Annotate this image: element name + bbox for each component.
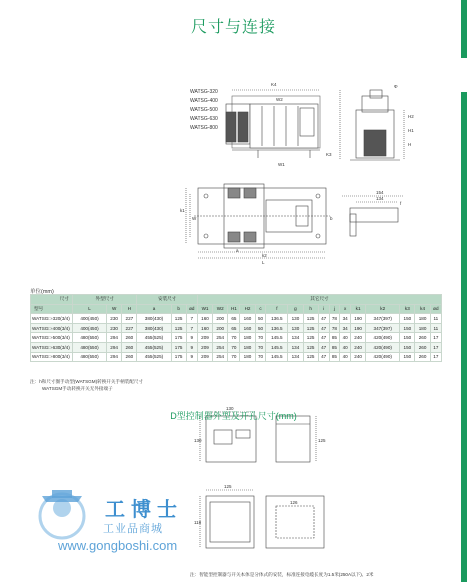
column-header: a: [137, 304, 171, 314]
dim-label: k1: [180, 208, 185, 213]
table-cell: 47: [318, 352, 329, 362]
column-header: L: [73, 304, 107, 314]
table-cell: 420(490): [366, 352, 400, 362]
group-header: 外型尺寸: [73, 295, 137, 305]
table-cell: 455(525): [137, 342, 171, 352]
table-cell: 240: [351, 333, 366, 343]
table-cell: 145.5: [266, 333, 288, 343]
model-cell: WATSG□-500(3/4): [31, 333, 73, 343]
table-cell: 11: [430, 323, 441, 333]
column-header: k3: [400, 304, 415, 314]
switch-side-view: [340, 90, 404, 160]
column-header: c: [255, 304, 266, 314]
table-cell: 480(550): [73, 333, 107, 343]
table-cell: 17: [430, 333, 441, 343]
corner-header: 尺寸: [31, 295, 73, 305]
table-cell: 40: [340, 342, 351, 352]
column-header: H1: [228, 304, 240, 314]
table-cell: 65: [228, 314, 240, 324]
dim-label: L: [262, 260, 265, 265]
group-header: 安装尺寸: [137, 295, 197, 305]
table-column-row: [31, 304, 442, 314]
dim-label: W: [192, 216, 197, 221]
table-cell: 180: [415, 323, 430, 333]
table-cell: 47: [318, 342, 329, 352]
table-cell: 136.5: [266, 314, 288, 324]
table-cell: 65: [228, 323, 240, 333]
column-header: i: [318, 304, 329, 314]
dim-label: 118: [194, 520, 202, 525]
table-cell: 260: [415, 342, 430, 352]
table-cell: 420(490): [366, 342, 400, 352]
watermark-name: 工博士: [105, 499, 183, 521]
table-cell: 420(490): [366, 333, 400, 343]
dim-label: f: [400, 201, 402, 206]
column-header: W1: [197, 304, 212, 314]
table-cell: 254: [213, 342, 228, 352]
dim-label: k2: [262, 253, 267, 258]
table-cell: 380(430): [137, 323, 171, 333]
table-cell: 34: [340, 323, 351, 333]
model-item: WATSG-500: [190, 107, 218, 113]
table-cell: 70: [255, 333, 266, 343]
table-row: [31, 352, 442, 362]
table-cell: 125: [303, 323, 318, 333]
model-item: WATSG-400: [190, 98, 218, 104]
column-header: H2: [240, 304, 255, 314]
table-cell: 70: [255, 342, 266, 352]
table-cell: 125: [303, 342, 318, 352]
table-cell: 209: [197, 333, 212, 343]
model-list: [190, 88, 218, 133]
table-cell: 50: [255, 314, 266, 324]
switch-front-view: [226, 90, 320, 158]
table-cell: 34: [340, 314, 351, 324]
column-header: k1: [351, 304, 366, 314]
table-cell: 175: [171, 352, 186, 362]
table-cell: 125: [171, 314, 186, 324]
table-cell: 175: [171, 342, 186, 352]
column-header: g: [288, 304, 303, 314]
dim-label: Φ: [394, 84, 398, 89]
table-cell: 70: [228, 333, 240, 343]
column-header: W2: [213, 304, 228, 314]
table-row: [31, 342, 442, 352]
table-cell: 480(550): [73, 342, 107, 352]
model-item: WATSG-800: [190, 125, 218, 131]
column-header: k4: [415, 304, 430, 314]
right-accent-band: [461, 0, 467, 582]
table-cell: 209: [197, 352, 212, 362]
table-cell: 380(430): [137, 314, 171, 324]
column-header: f: [266, 304, 288, 314]
table-cell: 254: [213, 352, 228, 362]
table-cell: 150: [400, 314, 415, 324]
table-cell: 47: [318, 314, 329, 324]
table-cell: 134: [288, 342, 303, 352]
table-cell: 260: [415, 333, 430, 343]
dim-label: 125: [224, 484, 232, 489]
table-cell: 190: [351, 314, 366, 324]
dim-label: W2: [276, 97, 283, 102]
dim-label: W1: [278, 162, 285, 167]
table-cell: 227: [122, 323, 137, 333]
footnote: 注：智能型控制器与开关本体是分体式的安装，标准连接电缆长度为1.5米(250A以下)、2米: [190, 572, 374, 577]
table-cell: 150: [400, 342, 415, 352]
group-header: 其它尺寸: [197, 295, 441, 305]
table-cell: 47: [318, 333, 329, 343]
column-header: ød: [430, 304, 441, 314]
terminal-drawing: [342, 196, 404, 236]
switch-plan-view: [186, 184, 330, 258]
column-header: x: [340, 304, 351, 314]
table-cell: 240: [351, 352, 366, 362]
table-cell: 85: [329, 352, 340, 362]
table-cell: 347(397): [366, 314, 400, 324]
table-row: [31, 314, 442, 324]
table-cell: 230: [107, 314, 122, 324]
unit-label: 单位(mm): [30, 289, 54, 295]
table-note: [30, 378, 143, 392]
table-cell: 70: [228, 342, 240, 352]
table-cell: 294: [107, 352, 122, 362]
table-cell: 455(525): [137, 333, 171, 343]
dim-label: 130: [194, 438, 202, 443]
table-cell: 209: [197, 342, 212, 352]
table-cell: 480(550): [73, 352, 107, 362]
table-body: [31, 314, 442, 362]
controller-side-view: [276, 416, 316, 462]
table-cell: 180: [415, 314, 430, 324]
column-header: j: [329, 304, 340, 314]
table-cell: 136.5: [266, 323, 288, 333]
table-cell: 455(525): [137, 352, 171, 362]
table-cell: 150: [400, 333, 415, 343]
spec-table: [30, 294, 442, 362]
table-cell: 230: [107, 323, 122, 333]
dim-label: a: [236, 248, 239, 253]
table-cell: 160: [197, 323, 212, 333]
column-header: b: [171, 304, 186, 314]
table-cell: 294: [107, 333, 122, 343]
dim-label: K3: [326, 152, 332, 157]
dim-label: 154: [376, 190, 384, 195]
table-cell: 145.5: [266, 352, 288, 362]
section-title: D型控制器外型及开孔尺寸(mm): [170, 411, 297, 421]
table-cell: 85: [329, 333, 340, 343]
table-cell: 190: [351, 323, 366, 333]
band-notch: [461, 58, 467, 92]
table-cell: 180: [240, 333, 255, 343]
table-cell: 125: [303, 314, 318, 324]
table-cell: 260: [415, 352, 430, 362]
table-cell: 175: [171, 333, 186, 343]
table-cell: 160: [240, 323, 255, 333]
table-cell: 7: [186, 323, 197, 333]
model-cell: WATSG□-800(3/4): [31, 352, 73, 362]
dim-label: b: [330, 216, 333, 221]
table-cell: 47: [318, 323, 329, 333]
table-cell: 150: [400, 352, 415, 362]
dim-label: K4: [271, 82, 277, 87]
model-cell: WATSG□-630(3/4): [31, 342, 73, 352]
column-header: k2: [366, 304, 400, 314]
table-cell: 227: [122, 314, 137, 324]
note-line: WATSGM手动转换开关无外接端子: [42, 386, 113, 391]
table-cell: 200: [213, 323, 228, 333]
table-cell: 180: [240, 342, 255, 352]
table-cell: 294: [107, 342, 122, 352]
model-cell: WATSG□-400(3/4): [31, 323, 73, 333]
table-cell: 70: [255, 352, 266, 362]
table-cell: 260: [122, 333, 137, 343]
table-cell: 254: [213, 333, 228, 343]
table-cell: 150: [400, 323, 415, 333]
dim-label: H2: [408, 114, 414, 119]
table-cell: 40: [340, 352, 351, 362]
table-cell: 200: [213, 314, 228, 324]
dim-label: 134: [376, 196, 384, 201]
table-row: [31, 333, 442, 343]
table-header-row: [31, 295, 442, 305]
note-line: 注：h和尺寸圈手动型(WATSGM)转换开关手柄装配尺寸: [30, 379, 144, 384]
table-cell: 400(450): [73, 323, 107, 333]
model-item: WATSG-630: [190, 116, 218, 122]
dim-label: 126: [290, 500, 298, 505]
dim-label: H: [408, 142, 412, 147]
table-cell: 160: [197, 314, 212, 324]
table-cell: 145.5: [266, 342, 288, 352]
dim-label: H1: [408, 128, 414, 133]
column-header: ød: [186, 304, 197, 314]
table-cell: 130: [288, 314, 303, 324]
table-cell: 125: [303, 333, 318, 343]
table-cell: 130: [288, 323, 303, 333]
dim-label: 130: [226, 406, 234, 411]
column-header: H: [122, 304, 137, 314]
table-cell: 134: [288, 352, 303, 362]
table-cell: 50: [255, 323, 266, 333]
table-cell: 17: [430, 352, 441, 362]
table-cell: 134: [288, 333, 303, 343]
panel-cutout-view: [266, 496, 324, 548]
table-cell: 85: [329, 342, 340, 352]
model-cell: WATSG□-320(3/4): [31, 314, 73, 324]
table-cell: 78: [329, 323, 340, 333]
table-cell: 40: [340, 333, 351, 343]
table-cell: 125: [303, 352, 318, 362]
table-cell: 11: [430, 314, 441, 324]
table-cell: 78: [329, 314, 340, 324]
page-title: 尺寸与连接: [190, 19, 276, 36]
table-cell: 9: [186, 333, 197, 343]
table-cell: 9: [186, 342, 197, 352]
table-cell: 240: [351, 342, 366, 352]
table-cell: 347(397): [366, 323, 400, 333]
column-header: W: [107, 304, 122, 314]
table-cell: 70: [228, 352, 240, 362]
table-cell: 17: [430, 342, 441, 352]
table-cell: 9: [186, 352, 197, 362]
watermark-subtitle: 工业品商城: [103, 523, 163, 535]
column-header: h: [303, 304, 318, 314]
controller-rear-view: [200, 490, 254, 548]
table-row: [31, 323, 442, 333]
table-cell: 7: [186, 314, 197, 324]
table-cell: 260: [122, 342, 137, 352]
watermark-url: www.gongboshi.com: [58, 538, 178, 553]
corner-header: 型号: [31, 304, 73, 314]
model-item: WATSG-320: [190, 89, 218, 95]
table-cell: 160: [240, 314, 255, 324]
table-cell: 180: [240, 352, 255, 362]
table-cell: 260: [122, 352, 137, 362]
dim-label: 125: [318, 438, 326, 443]
table-cell: 125: [171, 323, 186, 333]
table-cell: 400(450): [73, 314, 107, 324]
